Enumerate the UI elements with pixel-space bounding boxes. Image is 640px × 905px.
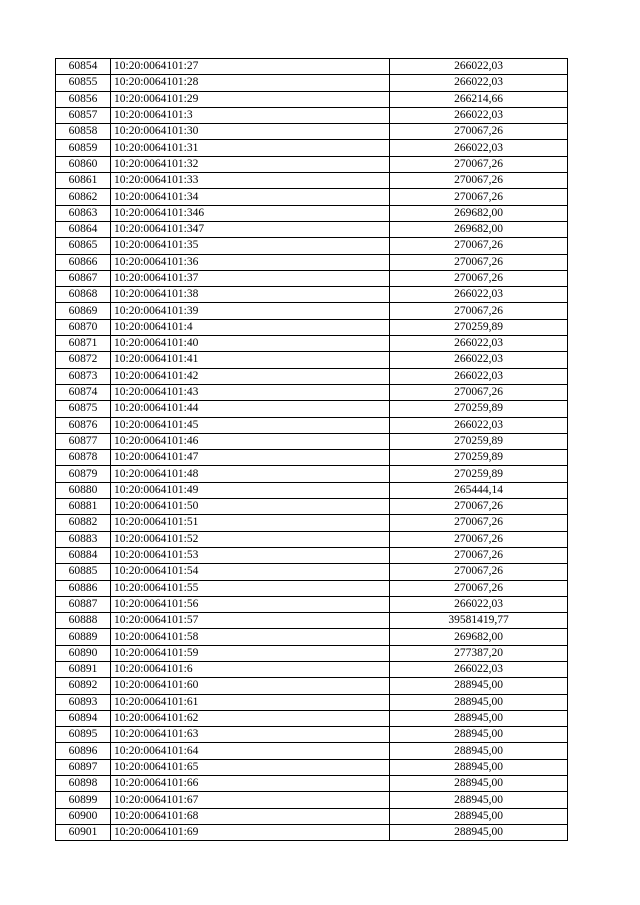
value-cell: 288945,00 xyxy=(390,824,568,840)
row-number-cell: 60899 xyxy=(56,792,111,808)
value-cell: 270259,89 xyxy=(390,450,568,466)
row-number-cell: 60874 xyxy=(56,384,111,400)
row-number-cell: 60864 xyxy=(56,221,111,237)
value-cell: 270067,26 xyxy=(390,270,568,286)
table-row xyxy=(56,352,568,368)
cadastral-number-cell: 10:20:0064101:49 xyxy=(111,482,390,498)
cadastral-number-cell: 10:20:0064101:61 xyxy=(111,694,390,710)
cadastral-number-cell: 10:20:0064101:28 xyxy=(111,75,390,91)
cadastral-number-cell: 10:20:0064101:59 xyxy=(111,645,390,661)
value-cell: 288945,00 xyxy=(390,678,568,694)
table-row xyxy=(56,824,568,840)
row-number-cell: 60855 xyxy=(56,75,111,91)
cadastral-number-cell: 10:20:0064101:3 xyxy=(111,107,390,123)
value-cell: 270067,26 xyxy=(390,531,568,547)
value-cell: 270067,26 xyxy=(390,124,568,140)
table-row xyxy=(56,678,568,694)
table-row xyxy=(56,499,568,515)
cadastral-number-cell: 10:20:0064101:54 xyxy=(111,564,390,580)
row-number-cell: 60865 xyxy=(56,238,111,254)
cadastral-number-cell: 10:20:0064101:67 xyxy=(111,792,390,808)
row-number-cell: 60866 xyxy=(56,254,111,270)
cadastral-number-cell: 10:20:0064101:44 xyxy=(111,401,390,417)
cadastral-number-cell: 10:20:0064101:68 xyxy=(111,808,390,824)
table-row xyxy=(56,580,568,596)
cadastral-number-cell: 10:20:0064101:4 xyxy=(111,319,390,335)
value-cell: 270259,89 xyxy=(390,466,568,482)
table-row xyxy=(56,515,568,531)
value-cell: 288945,00 xyxy=(390,727,568,743)
value-cell: 270067,26 xyxy=(390,173,568,189)
row-number-cell: 60893 xyxy=(56,694,111,710)
row-number-cell: 60890 xyxy=(56,645,111,661)
row-number-cell: 60871 xyxy=(56,336,111,352)
table-row xyxy=(56,776,568,792)
row-number-cell: 60872 xyxy=(56,352,111,368)
cadastral-number-cell: 10:20:0064101:64 xyxy=(111,743,390,759)
value-cell: 266022,03 xyxy=(390,59,568,75)
cadastral-number-cell: 10:20:0064101:57 xyxy=(111,613,390,629)
cadastral-number-cell: 10:20:0064101:38 xyxy=(111,287,390,303)
table-row xyxy=(56,319,568,335)
value-cell: 270067,26 xyxy=(390,515,568,531)
row-number-cell: 60887 xyxy=(56,596,111,612)
value-cell: 270067,26 xyxy=(390,189,568,205)
table-row xyxy=(56,645,568,661)
row-number-cell: 60858 xyxy=(56,124,111,140)
table-row xyxy=(56,613,568,629)
table-row xyxy=(56,792,568,808)
row-number-cell: 60881 xyxy=(56,499,111,515)
value-cell: 288945,00 xyxy=(390,776,568,792)
cadastral-number-cell: 10:20:0064101:60 xyxy=(111,678,390,694)
value-cell: 270067,26 xyxy=(390,238,568,254)
row-number-cell: 60889 xyxy=(56,629,111,645)
value-cell: 39581419,77 xyxy=(390,613,568,629)
table-row xyxy=(56,384,568,400)
row-number-cell: 60860 xyxy=(56,156,111,172)
value-cell: 269682,00 xyxy=(390,221,568,237)
row-number-cell: 60878 xyxy=(56,450,111,466)
cadastral-number-cell: 10:20:0064101:35 xyxy=(111,238,390,254)
table-row xyxy=(56,156,568,172)
row-number-cell: 60879 xyxy=(56,466,111,482)
row-number-cell: 60883 xyxy=(56,531,111,547)
row-number-cell: 60884 xyxy=(56,547,111,563)
value-cell: 266022,03 xyxy=(390,75,568,91)
table-row xyxy=(56,482,568,498)
cadastral-number-cell: 10:20:0064101:65 xyxy=(111,759,390,775)
row-number-cell: 60856 xyxy=(56,91,111,107)
table-row xyxy=(56,564,568,580)
cadastral-number-cell: 10:20:0064101:62 xyxy=(111,710,390,726)
table-row xyxy=(56,75,568,91)
table-row xyxy=(56,368,568,384)
value-cell: 288945,00 xyxy=(390,759,568,775)
row-number-cell: 60885 xyxy=(56,564,111,580)
table-row xyxy=(56,336,568,352)
table-row xyxy=(56,189,568,205)
row-number-cell: 60896 xyxy=(56,743,111,759)
cadastral-number-cell: 10:20:0064101:40 xyxy=(111,336,390,352)
table-row xyxy=(56,547,568,563)
table-row xyxy=(56,661,568,677)
value-cell: 266022,03 xyxy=(390,661,568,677)
value-cell: 277387,20 xyxy=(390,645,568,661)
row-number-cell: 60867 xyxy=(56,270,111,286)
cadastral-number-cell: 10:20:0064101:34 xyxy=(111,189,390,205)
row-number-cell: 60900 xyxy=(56,808,111,824)
row-number-cell: 60888 xyxy=(56,613,111,629)
row-number-cell: 60863 xyxy=(56,205,111,221)
table-row xyxy=(56,417,568,433)
table-row xyxy=(56,91,568,107)
value-cell: 270067,26 xyxy=(390,564,568,580)
value-cell: 288945,00 xyxy=(390,710,568,726)
row-number-cell: 60861 xyxy=(56,173,111,189)
value-cell: 270259,89 xyxy=(390,433,568,449)
cadastral-number-cell: 10:20:0064101:32 xyxy=(111,156,390,172)
value-cell: 270067,26 xyxy=(390,499,568,515)
cadastral-number-cell: 10:20:0064101:50 xyxy=(111,499,390,515)
table-row xyxy=(56,759,568,775)
table-row xyxy=(56,727,568,743)
cadastral-number-cell: 10:20:0064101:37 xyxy=(111,270,390,286)
cadastral-number-cell: 10:20:0064101:53 xyxy=(111,547,390,563)
table-row xyxy=(56,59,568,75)
row-number-cell: 60876 xyxy=(56,417,111,433)
row-number-cell: 60895 xyxy=(56,727,111,743)
row-number-cell: 60898 xyxy=(56,776,111,792)
table-row xyxy=(56,808,568,824)
value-cell: 266022,03 xyxy=(390,368,568,384)
value-cell: 269682,00 xyxy=(390,205,568,221)
value-cell: 266022,03 xyxy=(390,417,568,433)
value-cell: 270067,26 xyxy=(390,580,568,596)
cadastral-number-cell: 10:20:0064101:33 xyxy=(111,173,390,189)
cadastral-number-cell: 10:20:0064101:58 xyxy=(111,629,390,645)
table-row xyxy=(56,254,568,270)
row-number-cell: 60877 xyxy=(56,433,111,449)
cadastral-number-cell: 10:20:0064101:45 xyxy=(111,417,390,433)
table-row xyxy=(56,466,568,482)
value-cell: 266022,03 xyxy=(390,596,568,612)
cadastral-number-cell: 10:20:0064101:47 xyxy=(111,450,390,466)
cadastral-number-cell: 10:20:0064101:48 xyxy=(111,466,390,482)
cadastral-number-cell: 10:20:0064101:347 xyxy=(111,221,390,237)
table-row xyxy=(56,694,568,710)
value-cell: 288945,00 xyxy=(390,743,568,759)
value-cell: 266022,03 xyxy=(390,352,568,368)
row-number-cell: 60870 xyxy=(56,319,111,335)
value-cell: 288945,00 xyxy=(390,792,568,808)
value-cell: 270067,26 xyxy=(390,156,568,172)
cadastral-number-cell: 10:20:0064101:31 xyxy=(111,140,390,156)
row-number-cell: 60891 xyxy=(56,661,111,677)
table-row xyxy=(56,450,568,466)
value-cell: 266022,03 xyxy=(390,336,568,352)
table-row xyxy=(56,596,568,612)
row-number-cell: 60880 xyxy=(56,482,111,498)
row-number-cell: 60894 xyxy=(56,710,111,726)
value-cell: 266022,03 xyxy=(390,107,568,123)
value-cell: 266214,66 xyxy=(390,91,568,107)
cadastral-number-cell: 10:20:0064101:55 xyxy=(111,580,390,596)
cadastral-number-cell: 10:20:0064101:346 xyxy=(111,205,390,221)
value-cell: 288945,00 xyxy=(390,694,568,710)
value-cell: 266022,03 xyxy=(390,287,568,303)
cadastral-number-cell: 10:20:0064101:29 xyxy=(111,91,390,107)
cadastral-number-cell: 10:20:0064101:52 xyxy=(111,531,390,547)
table-row xyxy=(56,221,568,237)
table-row xyxy=(56,124,568,140)
table-row xyxy=(56,531,568,547)
row-number-cell: 60897 xyxy=(56,759,111,775)
cadastral-number-cell: 10:20:0064101:69 xyxy=(111,824,390,840)
value-cell: 269682,00 xyxy=(390,629,568,645)
table-row xyxy=(56,629,568,645)
value-cell: 270067,26 xyxy=(390,384,568,400)
row-number-cell: 60859 xyxy=(56,140,111,156)
value-cell: 288945,00 xyxy=(390,808,568,824)
cadastral-number-cell: 10:20:0064101:30 xyxy=(111,124,390,140)
row-number-cell: 60886 xyxy=(56,580,111,596)
row-number-cell: 60901 xyxy=(56,824,111,840)
cadastral-number-cell: 10:20:0064101:46 xyxy=(111,433,390,449)
cadastral-number-cell: 10:20:0064101:51 xyxy=(111,515,390,531)
row-number-cell: 60869 xyxy=(56,303,111,319)
table-row xyxy=(56,140,568,156)
row-number-cell: 60868 xyxy=(56,287,111,303)
row-number-cell: 60854 xyxy=(56,59,111,75)
row-number-cell: 60873 xyxy=(56,368,111,384)
table-row xyxy=(56,107,568,123)
value-cell: 270067,26 xyxy=(390,547,568,563)
table-row xyxy=(56,743,568,759)
row-number-cell: 60892 xyxy=(56,678,111,694)
table-row xyxy=(56,287,568,303)
table-row xyxy=(56,401,568,417)
value-cell: 270067,26 xyxy=(390,303,568,319)
cadastral-number-cell: 10:20:0064101:43 xyxy=(111,384,390,400)
row-number-cell: 60857 xyxy=(56,107,111,123)
table-body xyxy=(56,59,568,841)
cadastral-number-cell: 10:20:0064101:56 xyxy=(111,596,390,612)
table-row xyxy=(56,238,568,254)
cadastral-number-cell: 10:20:0064101:27 xyxy=(111,59,390,75)
value-cell: 270259,89 xyxy=(390,401,568,417)
table-row xyxy=(56,173,568,189)
row-number-cell: 60875 xyxy=(56,401,111,417)
table-row xyxy=(56,433,568,449)
table-row xyxy=(56,710,568,726)
value-cell: 266022,03 xyxy=(390,140,568,156)
cadastral-number-cell: 10:20:0064101:66 xyxy=(111,776,390,792)
value-cell: 270259,89 xyxy=(390,319,568,335)
value-cell: 265444,14 xyxy=(390,482,568,498)
cadastral-value-table xyxy=(55,58,568,841)
cadastral-number-cell: 10:20:0064101:41 xyxy=(111,352,390,368)
value-cell: 270067,26 xyxy=(390,254,568,270)
row-number-cell: 60882 xyxy=(56,515,111,531)
table-row xyxy=(56,205,568,221)
table-row xyxy=(56,303,568,319)
row-number-cell: 60862 xyxy=(56,189,111,205)
cadastral-number-cell: 10:20:0064101:36 xyxy=(111,254,390,270)
cadastral-number-cell: 10:20:0064101:42 xyxy=(111,368,390,384)
cadastral-number-cell: 10:20:0064101:39 xyxy=(111,303,390,319)
cadastral-number-cell: 10:20:0064101:63 xyxy=(111,727,390,743)
table-row xyxy=(56,270,568,286)
cadastral-number-cell: 10:20:0064101:6 xyxy=(111,661,390,677)
